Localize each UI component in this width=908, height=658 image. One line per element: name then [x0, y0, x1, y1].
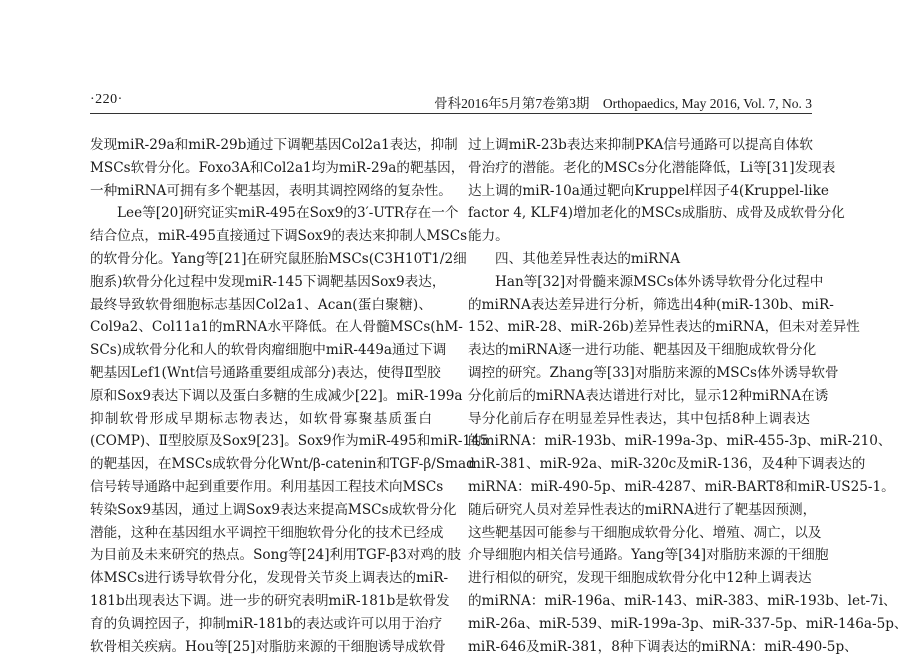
- running-head: 骨科2016年5月第7卷第3期 Orthopaedics, May 2016, Vol. 7, No. 3: [434, 96, 812, 111]
- text-line: 152、miR-28、miR-26b)差异性表达的miRNA，但未对差异性: [468, 319, 860, 336]
- text-line: 潜能，这种在基因组水平调控干细胞软骨分化的技术已经成: [90, 524, 444, 541]
- text-line: 随后研究人员对差异性表达的miRNA进行了靶基因预测，: [468, 501, 817, 518]
- text-line: miR-26a、miR-539、miR-199a-3p、miR-337-5p、miR-146a-5p、: [468, 615, 908, 632]
- text-line: 的软骨分化。Yang等[21]在研究鼠胚胎MSCs(C3H10T1/2细: [90, 250, 467, 267]
- text-line: (COMP)、Ⅱ型胶原及Sox9[23]。Sox9作为miR-495和miR-145: [90, 433, 489, 450]
- text-line: 结合位点，miR-495直接通过下调Sox9的表达来抑制人MSCs: [90, 228, 468, 245]
- text-line: MSCs软骨分化。Foxo3A和Col2a1均为miR-29a的靶基因，: [90, 159, 465, 176]
- text-line: 最终导致软骨细胞标志基因Col2a1、Acan(蛋白聚糖)、: [90, 296, 432, 313]
- text-line: 的靶基因，在MSCs成软骨分化Wnt/β-catenin和TGF-β/Smad: [90, 456, 475, 473]
- text-line: miR-646及miR-381，8种下调表达的miRNA：miR-490-5p、: [468, 638, 858, 655]
- text-line: 调控的研究。Zhang等[33]对脂肪来源的MSCs体外诱导软骨: [468, 364, 839, 381]
- paragraph-start-line: Han等[32]对骨髓来源MSCs体外诱导软骨分化过程中: [495, 273, 824, 290]
- text-line: 为目前及未来研究的热点。Song等[24]利用TGF-β3对鸡的肢: [90, 547, 461, 564]
- text-line: 过上调miR-23b表达来抑制PKA信号通路可以提高自体软: [468, 137, 813, 153]
- paragraph-end-line: 能力。: [468, 228, 509, 245]
- text-line: 胞系)软骨分化过程中发现miR-145下调靶基因Sox9表达，: [90, 273, 446, 290]
- text-line: 介导细胞内相关信号通路。Yang等[34]对脂肪来源的干细胞: [468, 547, 829, 564]
- right-column: [468, 134, 908, 658]
- text-line: miRNA：miR-490-5p、miR-4287、miR-BART8和miR-US25-1。: [468, 478, 895, 495]
- paragraph-start-line: Lee等[20]研究证实miR-495在Sox9的3′-UTR存在一个: [117, 205, 459, 222]
- page-header: [90, 92, 812, 116]
- text-line: 骨治疗的潜能。老化的MSCs分化潜能降低，Li等[31]发现表: [468, 159, 836, 176]
- text-line: 发现miR-29a和miR-29b通过下调靶基因Col2a1表达，抑制: [90, 137, 458, 153]
- text-line: 软骨相关疾病。Hou等[25]对脂肪来源的干细胞诱导成软骨: [90, 638, 446, 655]
- text-line: 一种miRNA可拥有多个靶基因，表明其调控网络的复杂性。: [90, 182, 452, 199]
- text-line: factor 4, KLF4)增加老化的MSCs成脂肪、成骨及成软骨分化: [468, 205, 845, 222]
- text-line: 导分化前后存在明显差异性表达，其中包括8种上调表达: [468, 410, 810, 427]
- text-line: 达上调的miR-10a通过靶向Kruppel样因子4(Kruppel-like: [468, 182, 829, 199]
- text-line: 靶基因Lef1(Wnt信号通路重要组成部分)表达，使得Ⅱ型胶: [90, 364, 441, 381]
- text-line: 体MSCs进行诱导软骨分化，发现骨关节炎上调表达的miR-: [90, 570, 449, 587]
- text-line: 抑制软骨形成早期标志物表达，如软骨寡聚基质蛋白: [90, 410, 432, 427]
- text-line: 181b出现表达下调。进一步的研究表明miR-181b是软骨发: [90, 592, 450, 609]
- text-line: 表达的miRNA逐一进行功能、靶基因及干细胞成软骨分化: [468, 342, 817, 359]
- header-rule: [90, 113, 812, 114]
- text-line: 转染Sox9基因，通过上调Sox9表达来提高MSCs成软骨分化: [90, 501, 457, 518]
- text-line: 育的负调控因子，抑制miR-181b的表达或许可以用于治疗: [90, 615, 443, 632]
- text-line: 的miRNA：miR-193b、miR-199a-3p、miR-455-3p、miR-210、: [468, 433, 892, 450]
- text-line: 分化前后的miRNA表达谱进行对比，显示12种miRNA在诱: [468, 387, 829, 404]
- text-line: 的miRNA表达差异进行分析，筛选出4种(miR-130b、miR-: [468, 296, 834, 313]
- text-line: 这些靶基因可能参与干细胞成软骨分化、增殖、凋亡，以及: [468, 524, 822, 541]
- text-line: 的miRNA：miR-196a、miR-143、miR-383、miR-193b、let-7i、: [468, 592, 897, 609]
- text-line: SCs)成软骨分化和人的软骨肉瘤细胞中miR-449a通过下调: [90, 342, 447, 359]
- text-line: 进行相似的研究，发现干细胞成软骨分化中12种上调表达: [468, 570, 812, 587]
- text-line: miR-381、miR-92a、miR-320c及miR-136，及4种下调表达的: [468, 456, 866, 473]
- text-line: 原和Sox9表达下调以及蛋白多糖的生成减少[22]。miR-199a: [90, 387, 463, 404]
- text-line: 信号转导通路中起到重要作用。利用基因工程技术向MSCs: [90, 478, 444, 495]
- page-number: ·220·: [90, 92, 123, 107]
- section-heading: 四、其他差异性表达的miRNA: [495, 250, 681, 267]
- text-line: Col9a2、Col11a1的mRNA水平降低。在人骨髓MSCs(hM-: [90, 319, 463, 336]
